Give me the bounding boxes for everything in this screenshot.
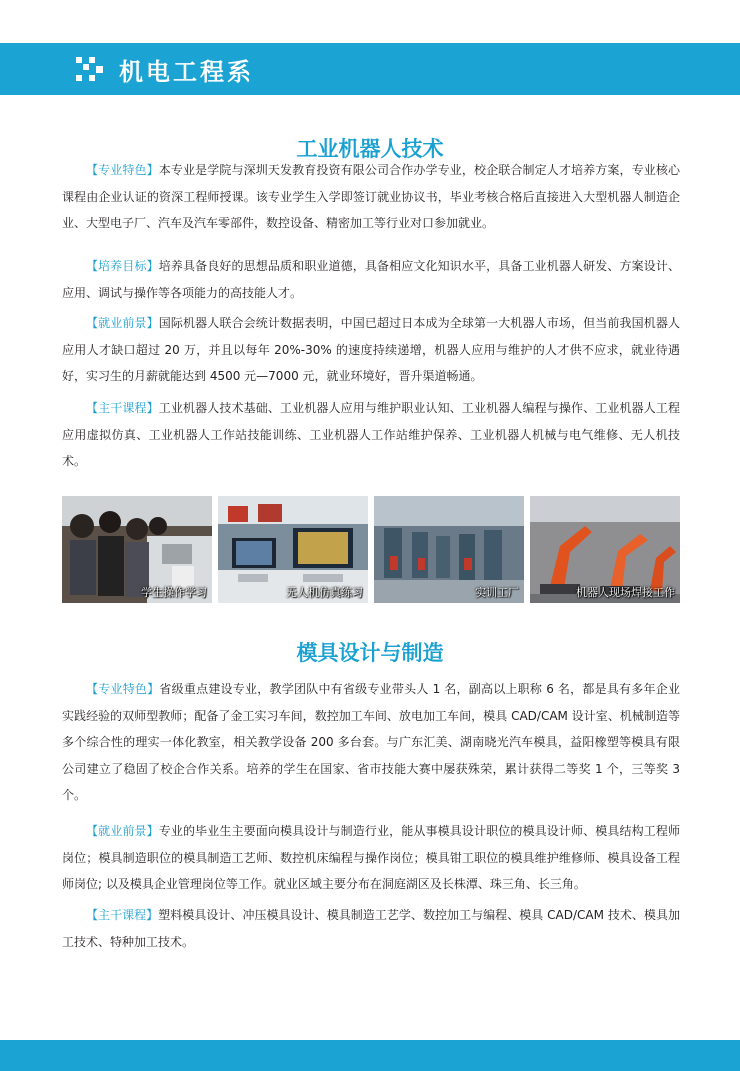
photo-drone-simulation — [218, 496, 368, 603]
paragraph-text: 本专业是学院与深圳天发教育投资有限公司合作办学专业，校企联合制定人才培养方案，专业核心课程由企业认证的资深工程师授课。该专业学生入学即签订就业协议书，毕业考核合格后直接进入大型机器人制造企业、大型电子厂、汽车及汽车零部件，数控设备、精密加工等行业对口参加就业。 — [62, 163, 680, 230]
section-title-robotics: 工业机器人技术 — [296, 136, 444, 161]
double-chevron-right-icon — [74, 55, 108, 83]
paragraph-text: 塑料模具设计、冲压模具设计、模具制造工艺学、数控加工与编程、模具 CAD/CAM 技术、模具加工技术、特种加工技术。 — [62, 908, 680, 949]
section-title-mold-design: 模具设计与制造 — [296, 640, 444, 665]
paragraph-text: 工业机器人技术基础、工业机器人应用与维护职业认知、工业机器人编程与操作、工业机器人工程应用虚拟仿真、工业机器人工作站技能训练、工业机器人工作站维护保养、工业机器人机械与电气维修、无人机技术。 — [62, 401, 680, 468]
paragraph-robotics-features — [62, 157, 680, 237]
photo-training-factory — [374, 496, 524, 603]
tag-label: 【专业特色】 — [86, 682, 160, 696]
paragraph-text: 专业的毕业生主要面向模具设计与制造行业，能从事模具设计职位的模具设计师、模具结构工程师岗位；模具制造职位的模具制造工艺师、数控机床编程与操作岗位；模具钳工职位的模具维护维修师、模具设备工程师岗位; 以及模具企业管理岗位等工作。就业区域主要分布在洞庭湖区及长株潭、珠三角、长三角。 — [62, 824, 680, 891]
header-bar — [0, 43, 740, 95]
page-title: 机电工程系 — [119, 58, 254, 86]
paragraph-robotics-courses — [62, 395, 680, 475]
photo-students-learning — [62, 496, 212, 603]
paragraph-text: 省级重点建设专业，教学团队中有省级专业带头人 1 名，副高以上职称 6 名，都是具有多年企业实践经验的双师型教师；配备了金工实习车间，数控加工车间、放电加工车间，模具 CAD/CAM 设计室、机械制造等多个综合性的理实一体化教室，相关教学设备 200 多台套。与广东汇美、湖南晓光汽车模具，益阳橡塑等模具有限公司建立了稳固了校企合作关系。培养的学生在国家、省市技能大赛中屡获殊荣，累计获得二等奖 1 个，三等奖 3 个。 — [62, 682, 680, 802]
paragraph-mold-prospects — [62, 818, 680, 898]
paragraph-robotics-prospects — [62, 310, 680, 390]
paragraph-text: 国际机器人联合会统计数据表明，中国已超过日本成为全球第一大机器人市场，但当前我国机器人应用人才缺口超过 20 万，并且以每年 20%-30% 的速度持续递增，机器人应用与维护的人才供不应求，就业待遇好，实习生的月薪就能达到 4500 元—7000 元，就业环境好，晋升渠道畅通。 — [62, 316, 680, 383]
tag-label: 【培养目标】 — [86, 259, 159, 273]
paragraph-robotics-goal — [62, 253, 680, 306]
photo-caption: 实训工厂 — [475, 586, 519, 599]
tag-label: 【主干课程】 — [86, 908, 159, 922]
paragraph-text: 培养具备良好的思想品质和职业道德，具备相应文化知识水平，具备工业机器人研发、方案设计、应用、调试与操作等各项能力的高技能人才。 — [62, 259, 680, 300]
photo-caption: 学生操作学习 — [141, 586, 207, 599]
tag-label: 【就业前景】 — [86, 824, 159, 838]
tag-label: 【专业特色】 — [86, 163, 159, 177]
paragraph-mold-features — [62, 676, 680, 809]
photo-caption: 无人机仿真练习 — [286, 586, 363, 599]
paragraph-mold-courses — [62, 902, 680, 955]
tag-label: 【主干课程】 — [86, 401, 159, 415]
photo-strip — [62, 496, 680, 603]
tag-label: 【就业前景】 — [86, 316, 159, 330]
photo-robot-welding — [530, 496, 680, 603]
photo-caption: 机器人现场焊接工作 — [576, 586, 675, 599]
footer-bar — [0, 1040, 740, 1071]
